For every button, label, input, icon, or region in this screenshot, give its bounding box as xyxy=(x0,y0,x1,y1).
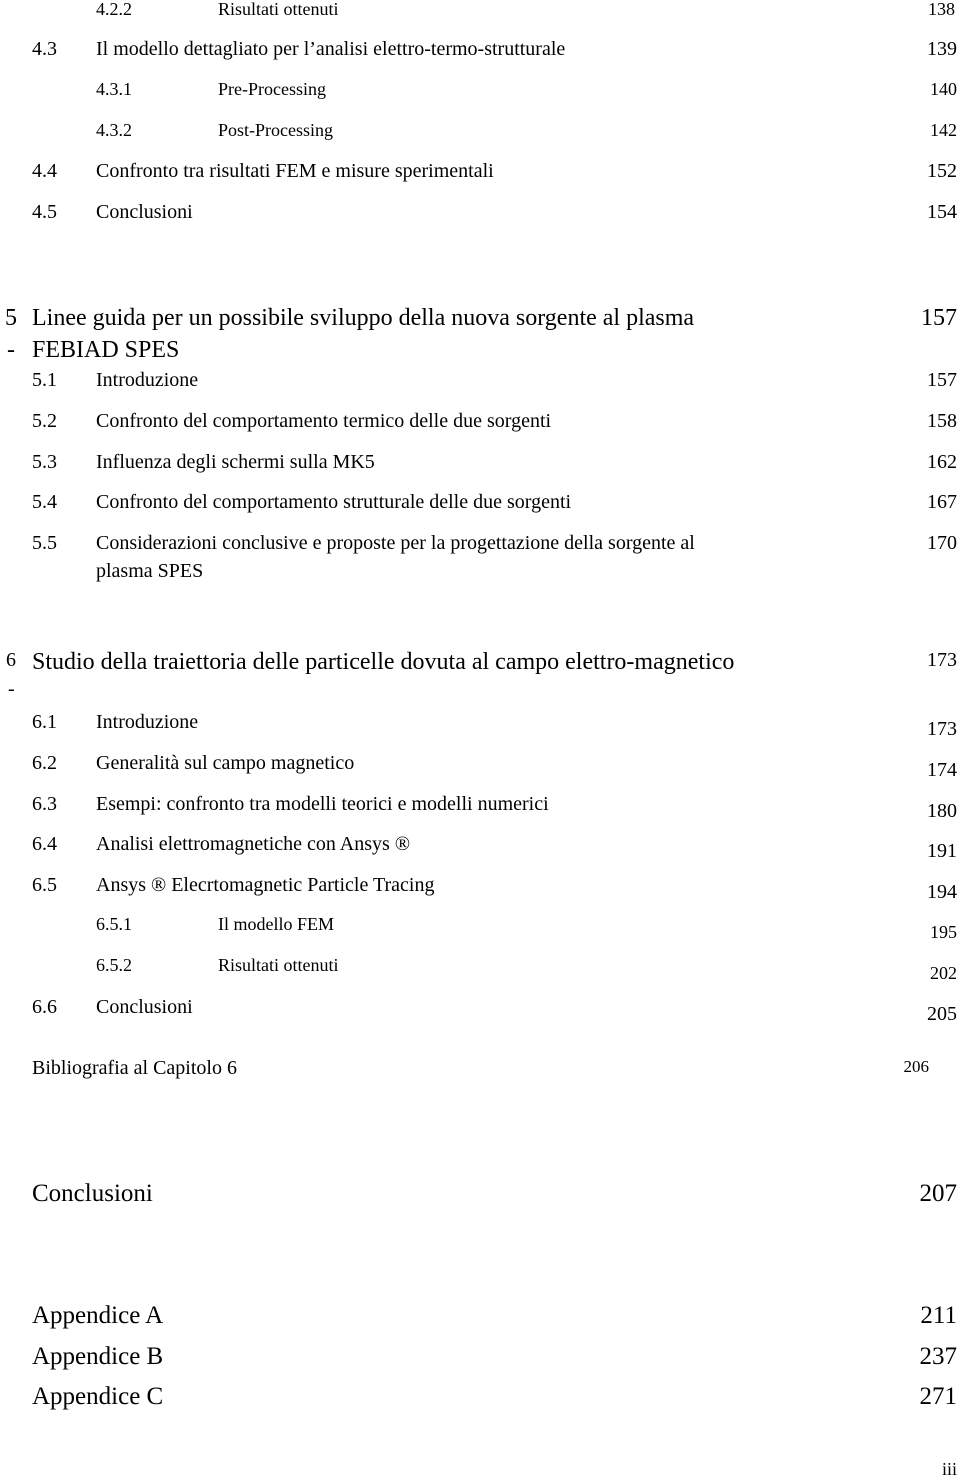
entry-number: 6.5 xyxy=(32,874,57,896)
entry-page: 142 xyxy=(930,120,957,140)
entry-title: Introduzione xyxy=(96,711,199,733)
entry-number: 6.3 xyxy=(32,793,57,815)
entry-title: Il modello FEM xyxy=(218,914,334,934)
entry-page: 207 xyxy=(919,1180,957,1207)
entry-title-line-1: Considerazioni conclusive e proposte per la progettazione della sorgente al xyxy=(96,532,695,554)
entry-title: Esempi: confronto tra modelli teorici e modelli numerici xyxy=(96,793,549,815)
chapter-number: 6 xyxy=(6,649,16,671)
entry-number: 5.1 xyxy=(32,369,57,391)
page-number: iii xyxy=(941,1459,957,1479)
chapter-number: 5 xyxy=(5,305,17,331)
entry-title: Influenza degli schermi sulla MK5 xyxy=(96,451,375,473)
entry-page: 162 xyxy=(927,451,957,473)
entry-title: Conclusioni xyxy=(96,996,193,1018)
entry-title: Confronto del comportamento termico delle due sorgenti xyxy=(96,410,552,432)
entry-title: Il modello dettagliato per l’analisi elettro-termo-strutturale xyxy=(96,38,566,60)
entry-number: 6.6 xyxy=(32,996,57,1018)
entry-title-line-2: plasma SPES xyxy=(96,560,204,582)
entry-page: 170 xyxy=(927,532,957,554)
entry-number: 5.5 xyxy=(32,532,57,554)
chapter-page: 157 xyxy=(921,305,957,331)
entry-title: Conclusioni xyxy=(96,201,193,223)
entry-page: 194 xyxy=(927,881,957,903)
entry-page: 154 xyxy=(927,201,957,223)
entry-page: 195 xyxy=(930,922,957,942)
entry-title: Risultati ottenuti xyxy=(218,955,339,975)
entry-page: 205 xyxy=(927,1003,957,1025)
entry-title: Pre-Processing xyxy=(218,79,326,99)
entry-page: 138 xyxy=(928,0,955,19)
entry-title: Bibliografia al Capitolo 6 xyxy=(32,1057,237,1079)
entry-title: Generalità sul campo magnetico xyxy=(96,752,355,774)
entry-number: 5.4 xyxy=(32,491,57,513)
entry-title: Confronto tra risultati FEM e misure sperimentali xyxy=(96,160,494,182)
entry-title: Post-Processing xyxy=(218,120,334,140)
entry-number: 4.5 xyxy=(32,201,57,223)
entry-page: 157 xyxy=(927,369,957,391)
entry-title: Analisi elettromagnetiche con Ansys ® xyxy=(96,833,411,855)
entry-page: 158 xyxy=(927,410,957,432)
entry-page: 167 xyxy=(927,491,957,513)
entry-number: 6.2 xyxy=(32,752,57,774)
entry-number: 5.2 xyxy=(32,410,57,432)
chapter-title: Studio della traiettoria delle particelle dovuta al campo elettro-magnetico xyxy=(32,649,735,675)
entry-title: Risultati ottenuti xyxy=(218,0,339,19)
entry-number: 6.1 xyxy=(32,711,57,733)
chapter-title-line-1: Linee guida per un possibile sviluppo della nuova sorgente al plasma xyxy=(32,305,695,331)
entry-title: Ansys ® Elecrtomagnetic Particle Tracing xyxy=(96,874,435,896)
entry-page: 152 xyxy=(927,160,957,182)
entry-number: 4.3.2 xyxy=(96,120,132,140)
entry-page: 173 xyxy=(927,718,957,740)
entry-page: 271 xyxy=(919,1383,957,1410)
entry-number: 6.5.2 xyxy=(96,955,132,975)
entry-page: 237 xyxy=(919,1343,957,1370)
entry-page: 202 xyxy=(930,963,957,983)
entry-title: Appendice A xyxy=(32,1302,164,1329)
entry-page: 211 xyxy=(920,1302,957,1329)
entry-number: 6.5.1 xyxy=(96,914,132,934)
entry-title: Appendice B xyxy=(32,1343,164,1370)
entry-page: 206 xyxy=(903,1057,929,1076)
entry-page: 191 xyxy=(927,840,957,862)
chapter-page: 173 xyxy=(927,649,957,671)
entry-title: Conclusioni xyxy=(32,1180,153,1207)
entry-number: 4.4 xyxy=(32,160,57,182)
entry-page: 174 xyxy=(927,759,957,781)
chapter-title-line-2: FEBIAD SPES xyxy=(32,337,180,363)
entry-number: 4.3.1 xyxy=(96,79,132,99)
entry-number: 4.2.2 xyxy=(96,0,132,19)
chapter-dash: - xyxy=(7,337,15,363)
entry-number: 4.3 xyxy=(32,38,57,60)
entry-number: 5.3 xyxy=(32,451,57,473)
chapter-dash: - xyxy=(8,678,15,700)
entry-page: 180 xyxy=(927,800,957,822)
entry-number: 6.4 xyxy=(32,833,57,855)
entry-page: 140 xyxy=(930,79,957,99)
entry-title: Appendice C xyxy=(32,1383,164,1410)
entry-title: Confronto del comportamento strutturale delle due sorgenti xyxy=(96,491,572,513)
entry-page: 139 xyxy=(927,38,957,60)
entry-title: Introduzione xyxy=(96,369,199,391)
